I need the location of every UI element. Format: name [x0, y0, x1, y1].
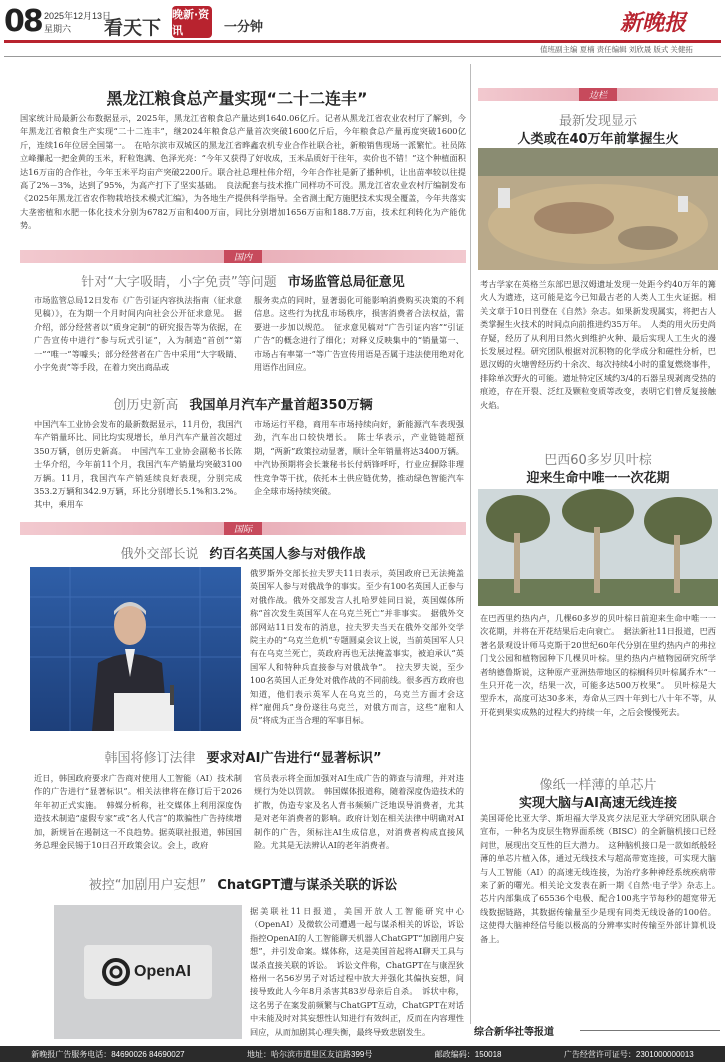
headline: 约百名英国人参与对俄作战: [209, 547, 366, 562]
domestic-1-col-2: 服务卖点的同时，显著弱化可能影响消费购买决策的不利信息。这些行为扰乱市场秩序，损害消费者合法权益，需要进一步加以规范。 征求意见稿对“广告引证内容”“引证广告”的概念进行了细化；对释义反映集中的“销量第一、市场占有率第一”等广告宣传用语是否属于违法使用绝对化用语作出回应。: [254, 295, 464, 373]
postcode: 邮政编码：150018: [434, 1049, 502, 1059]
footer-bar: [0, 1046, 725, 1062]
intl-2-col-2: 官员表示将全面加强对AI生成广告的筛查与清理，并对违规行为处以罚款。 韩国媒体报道称，随着深度伪造技术的扩散，伪造专家及名人背书频频广泛地误导消费者，尤其是对老年消费者的影响。政府计划在相关法律中明确对AI制作的广告，须标注AI生成信息，对消费者构成直接风险。尤其是无法辨认AI的老年消费者。: [254, 773, 464, 851]
side-2-kicker: 巴西60多岁贝叶棕: [544, 453, 652, 468]
kicker: 韩国将修订法律: [104, 751, 196, 766]
intl-1-body: 俄罗斯外交部长拉夫罗夫11日表示，英国政府已无法掩盖英国军人参与对俄战争的事实。至少有100名英国人正参与对俄作战。俄外交部发言人扎哈罗娃同日说，英国媒体所称“首次发生英国军人在乌克兰死亡”并非事实。 据俄外交部网站11日发布的消息，拉夫罗夫当天在俄外交部外交学院主办的“乌克兰危机”专题圆桌会议上说，当前英国军人只有在乌克兰死亡，英政府再也无法掩盖事实，被迫承认“英国军人和特种兵直接参与对俄战争”。 拉夫罗夫说，至少100名英国人正身处对俄作战的不同前线。很多西方政府也知道，他们表示英军人在乌克兰的，乌克兰方面才会这样“雇佣兵”身份遂往乌克兰，对俄方而言，这些“雇和人员”将成为正当合理的军事目标。: [250, 568, 464, 726]
section-title: 看天下: [104, 17, 162, 39]
headline: 要求对AI广告进行“显著标识”: [206, 751, 382, 766]
band-label: 国内: [224, 250, 262, 263]
domestic-headline-1: [20, 271, 466, 290]
kicker: 被控“加剧用户妄想”: [88, 878, 207, 893]
issue-date: [44, 10, 111, 36]
section-band-international: [20, 522, 466, 535]
kicker: 针对“大字吸睛，小字免责”等问题: [81, 275, 277, 290]
weekday: 星期六: [44, 24, 72, 34]
ad-hotline: 新晚报广告服务电话：84690026 84690027: [31, 1049, 185, 1059]
column-logo: 晚新·资讯: [172, 6, 212, 38]
headline: ChatGPT遭与谋杀关联的诉讼: [217, 878, 398, 893]
kicker: 创历史新高: [113, 398, 179, 413]
intl-headline-2: [20, 747, 466, 766]
domestic-2-col-2: 市场运行平稳，商用车市场持续向好，新能源汽车表现强劲，汽车出口较快增长。 陈士华表示，产业链链超预期，“两新”政策拉动显著，顺计全年销量将达3400万辆。中汽协预期将会长兼秘书长付炳锋呼吁，行业应摒除非理性竞争等干扰，依托本土供应链优势，推动绿色智能汽车企全球市场持续突破。: [254, 419, 464, 497]
band-label: 国际: [224, 522, 262, 535]
header-thin-rule: [4, 56, 721, 57]
lead-body: 国家统计局最新公布数据显示，2025年，黑龙江省粮食总产量达到1640.06亿斤。记者从黑龙江省农业农村厅了解到，今年黑龙江省粮食生产实现“二十二连丰”，继2024年粮食总产量首次突破1600亿斤后，今年粮食总产量再度突破1600亿斤，连续16年位居全国第一。 在哈尔滨市双城区的黑龙江省晔鑫农机专业合作社联合社，新粮销售现场一派繁忙。社员陈立峰攥起一把金黄的玉米，籽粒饱满、色泽光亮：“今年又获得了好收成，玉米品质好于往年，卖价也不错！”这个种植面积达16万亩的合作社，今年玉米平均亩产突破2200斤。联合社总理杜伟介绍，今年合作社是新了播种机，让出苗率较以往提高了2%－3%，达到了95%，为高产打下了坚实基础。 良法配套与技术推广同样功不可没。黑龙江省农业农村厅编制发布《2025年黑龙江省农作物栽培技术模式汇编》，为各地生产提供科学指导。全省测土配方施肥技术实现全覆盖，今年共落实大垄密植和水肥一体化技术分别为6782万亩和400万亩，同比分别增加1656万亩和188.7万亩，技术红利转化为产能优势。: [20, 113, 466, 231]
headline: 我国单月汽车产量首超350万辆: [189, 398, 373, 413]
side-3-kicker: 像纸一样薄的单芯片: [539, 778, 657, 793]
openai-logo-text: OpenAI: [134, 963, 191, 980]
side-1-kicker: 最新发现显示: [558, 114, 637, 129]
archaeology-photo: [478, 148, 718, 270]
editor-credits: 值班副主编 夏楠 责任编辑 刘欣晟 版式 关健拓: [540, 45, 693, 54]
column-subtitle: 一分钟: [224, 20, 264, 35]
intl-headline-3: [20, 874, 466, 893]
band-label: 边栏: [579, 88, 617, 101]
date: 2025年12月13日: [44, 11, 112, 21]
domestic-headline-2: [20, 394, 466, 413]
header-rule: [4, 40, 721, 43]
domestic-2-col-1: 中国汽车工业协会发布的最新数据显示，11月份，我国汽车产销量环比、同比均实现增长，单月汽车产量首次超过350万辆，创历史新高。 中国汽车工业协会副秘书长陈士华介绍，今年前11个月，我国汽车产销量均突破3100万辆。11月，我国汽车产销延续良好表现，分别完成353.2万辆和342.9万辆，环比分别增长5.1%和3.2%。其中，乘用车: [34, 419, 242, 510]
source-rule: [580, 1030, 720, 1031]
side-2-headline: 迎来生命中唯一一次花期: [526, 471, 670, 486]
lead-title: 黑龙江粮食总产量实现“二十二连丰”: [106, 89, 368, 108]
domestic-1-col-1: 市场监管总局12日发布《广告引证内容执法指南（征求意见稿）》，在为期一个月时间内向社会公开征求意见。 据介绍，部分经营者以“质身定制”的研究报告等为依据，在广告宣传中进行“参与玩式引证”，入为制造“首创”“第一”“唯一”等噱头；部分经营者在广告中采用“大字吸睛、小字免责”等手段，在着力突出商品或: [34, 295, 242, 373]
intl-2-col-1: 近日，韩国政府要求广告商对使用人工智能（AI）技术制作的广告进行“显著标识”。相关法律将在修订后于2026年年初正式实施。 韩媒分析称，社交媒体上利用深度伪造技术制造“虚假专家”或“名人代言”的欺骗性广告持续增加，新规旨在遏制这一不良趋势。据英联社报道，韩国国务总理金民锡于10日召开政策会议。会上，政府: [34, 773, 242, 851]
side-1-headline: 人类或在40万年前掌握生火: [517, 132, 679, 147]
section-band-domestic: [20, 250, 466, 263]
section-band-side: [478, 88, 718, 101]
intl-3-body: 据美联社11日报道，美国开放人工智能研究中心（OpenAI）及微软公司遭遇一起与谋杀相关的诉讼，诉讼指控OpenAI的人工智能聊天机器人ChatGPT“加剧用户妄想”，并引发命案。媒体称，这是美国首起将AI聊天工具与谋杀直接关联的诉讼。 诉讼文件称，ChatGPT在与康涅狄格州一名56岁男子对话过程中放大并强化其偏执妄想，间接导致此人今年8月杀害其83岁母亲后自杀。 诉状中称，这名男子在案发前频繁与ChatGPT互动，ChatGPT在对话中未能及时对其妄想性认知进行有效纠正，反而在内容理性回应，从而加剧其心理失衡，最终导致悲剧发生。: [250, 906, 464, 1037]
page-number: 08: [4, 4, 42, 39]
license: 广告经营许可证号：2301000000013: [563, 1049, 694, 1059]
lavrov-photo: [30, 567, 241, 731]
side-3-body: 美国哥伦比亚大学、斯坦福大学及宾夕法尼亚大学研究团队联合宣布，一种名为皮层生物界面系统（BISC）的全新脑机接口已经问世，展现出交互性的巨大潜力。 这种脑机接口是一款如纸般轻薄的单芯片植入体，通过无线技术与超高带宽连接，可实现大脑与人工智能（AI）的高速无线连接，为治疗多种神经系统疾病带来了新的曙光。相关论文发表在新一期《自然·电子学》杂志上。 芯片内部集成了65536个电极、配合100兆字节每秒的超宽带无线数据链路，其数据传输量至少是现有同类无线设备的100倍。这使得大脑神经信号能以极高的分辨率实时传输至外部计算机设备上。: [480, 813, 725, 944]
side-3-headline: 实现大脑与AI高速无线连接: [519, 796, 677, 811]
intl-headline-1: [20, 543, 466, 562]
kicker: 俄外交部长说: [120, 547, 199, 562]
headline: 市场监管总局征意见: [287, 275, 405, 290]
newspaper-brand: 新晚报: [620, 10, 687, 36]
openai-photo: [54, 905, 242, 1039]
address: 地址：哈尔滨市道里区友谊路399号: [247, 1049, 373, 1059]
side-1-body: 考古学家在英格兰东部巴恩汉姆遗址发现一处距今约40万年的篝火人为遗迹，这可能是迄今已知最古老的人类人工生火证据。相关文章于10日刊登在《自然》杂志。如果新发现属实，将把古人类掌握生火技术的时间点向前推进约35万年。 人类的用火历史尚存疑，经历了从利用日然火到维护火种、最后实现人工生火的漫长发展过程。研究团队根据对沉积物的化学成分和磁性分析，巴恩汉姆的火塘曾经历约十余次、每次持续4小时的重复燃烧事件，排除单次野火的可能。遗址特定区域约3/4的石器呈现剥离受热的痕迹，存在开裂、泛红及颗粒变质等改变，表明它们曾反复接触火焰。: [480, 279, 716, 410]
side-2-body: 在巴西里约热内卢，几棵60多岁的贝叶棕日前迎来生命中唯一一次花期，并将在开花结果后走向衰亡。 据法新社11日报道，巴西著名景观设计师马克斯于20世纪60年代分别在里约热内卢的弗拉门戈公园和植物园种下几棵贝叶棕。里约热内卢植物园研究所学者纳德鲁斯说，这种原产亚洲热带地区的棕榈科贝叶棕属乔木“一生只开花一次，结果一次，可能多达500万枚果”。 贝叶棕是大型乔木，高度可达30多米，寿命从三四十年到七八十年不等，从开花到果实成熟的过程大约持续一年，之后会慢慢死去。: [480, 613, 716, 717]
column-divider: [470, 64, 471, 1024]
source-credit: 综合新华社等报道: [474, 1027, 554, 1038]
palm-photo: [478, 489, 718, 606]
